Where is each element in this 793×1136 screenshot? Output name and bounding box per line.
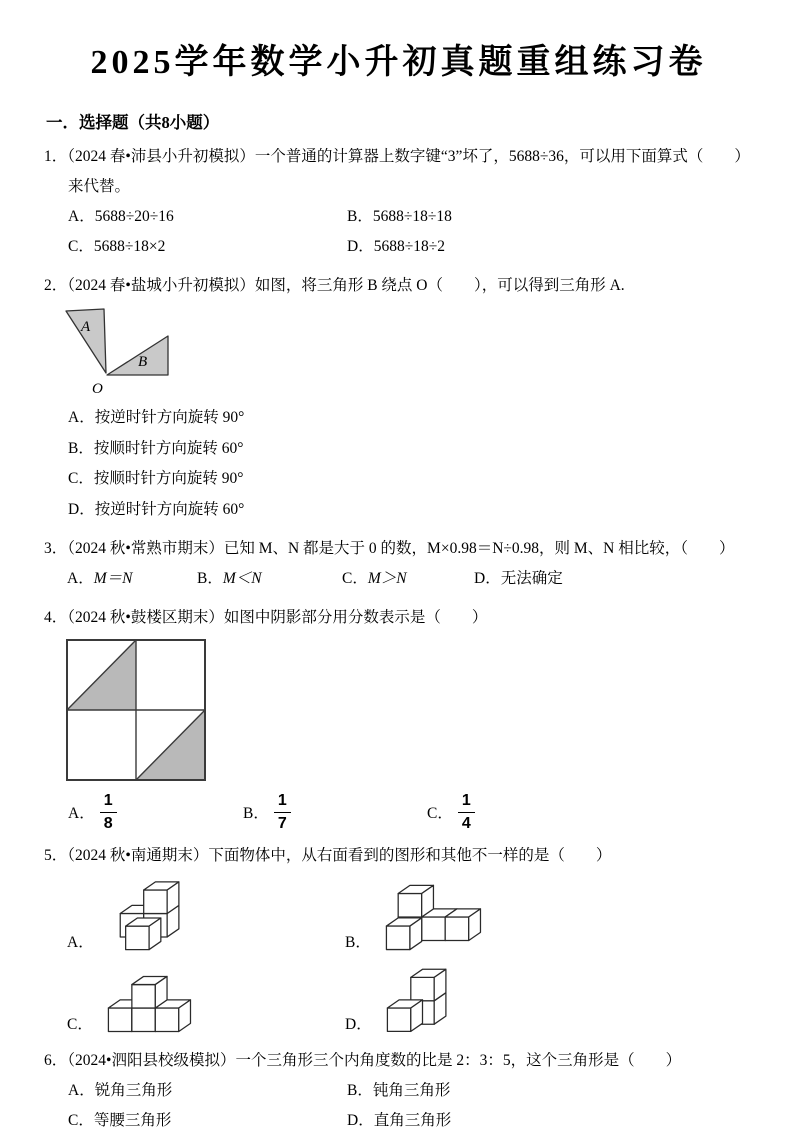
- option-letter: A．: [68, 805, 95, 823]
- question-2-option-c: [68, 464, 753, 495]
- option-text: 5688÷20÷16: [94, 208, 174, 225]
- question-6-option-c: [68, 1106, 347, 1136]
- question-3-options: [67, 564, 753, 594]
- option-text: 5688÷18÷18: [372, 208, 452, 225]
- option-letter: A．: [68, 1082, 95, 1100]
- triangle-b-label: B: [138, 354, 148, 370]
- question-6-option-a: [68, 1076, 347, 1106]
- question-1-stem: [44, 142, 753, 202]
- option-letter: C．: [427, 805, 453, 823]
- fraction-denominator: 7: [277, 814, 287, 832]
- question-1-number: 1．: [44, 148, 68, 165]
- question-2-option-a: [68, 403, 753, 434]
- fraction-denominator: 4: [461, 814, 471, 832]
- question-5-stem: [44, 841, 753, 871]
- question-3-option-d: [474, 564, 563, 594]
- option-text: 按顺时针方向旋转 90°: [93, 470, 244, 487]
- question-5-text: （2024 秋•南通期末）下面物体中，从右面看到的图形和其他不一样的是（ ）: [67, 847, 612, 865]
- question-3-option-a: [67, 564, 197, 594]
- question-6-stem: [44, 1046, 753, 1076]
- rotation-point-o-label: O: [92, 381, 103, 397]
- question-4-option-c: [427, 792, 475, 832]
- fraction-numerator: 1: [458, 792, 475, 813]
- option-text: M＝N: [93, 570, 133, 587]
- fraction-one-seventh: [274, 792, 291, 832]
- option-letter: C．: [68, 470, 94, 487]
- option-text: 5688÷18÷2: [373, 238, 445, 255]
- question-5: [44, 841, 753, 1037]
- option-letter: C．: [342, 570, 368, 587]
- question-5-option-a: [67, 879, 345, 955]
- question-5-options: [67, 879, 753, 1037]
- question-5-option-b: [345, 879, 753, 955]
- option-text: M＜N: [222, 570, 262, 587]
- question-4-option-b: [243, 792, 427, 832]
- question-2: [44, 271, 753, 525]
- page-title: 2025学年数学小升初真题重组练习卷: [90, 44, 707, 81]
- option-letter: A．: [67, 933, 94, 951]
- question-6-number: 6．: [44, 1052, 68, 1070]
- question-3-text: （2024 秋•常熟市期末）已知 M、N 都是大于 0 的数，M×0.98＝N÷0.98，则 M、N 相比较，（ ）: [67, 540, 735, 557]
- option-text: 按逆时针方向旋转 60°: [94, 500, 245, 518]
- question-1-option-b: [347, 202, 753, 232]
- option-letter: C．: [67, 1015, 93, 1033]
- option-letter: D．: [68, 500, 95, 518]
- question-3-option-c: [342, 564, 474, 594]
- question-5-number: 5．: [44, 847, 68, 865]
- question-2-option-b: [68, 434, 753, 465]
- question-5-option-d: [345, 961, 753, 1037]
- fraction-denominator: 8: [103, 814, 113, 832]
- question-6-options: [68, 1076, 753, 1136]
- question-2-figure: [56, 303, 753, 403]
- question-4-stem: [44, 603, 753, 633]
- triangle-a-label: A: [81, 319, 91, 335]
- question-2-stem: [44, 271, 753, 301]
- option-text: 按逆时针方向旋转 90°: [94, 409, 245, 426]
- fraction-one-eighth: [100, 792, 117, 832]
- fraction-one-quarter: [458, 792, 475, 832]
- option-letter: B．: [347, 1082, 373, 1100]
- question-5-option-c: [67, 961, 345, 1037]
- question-3-stem: [44, 534, 753, 564]
- option-text: 无法确定: [500, 570, 563, 587]
- question-6-text: （2024•泗阳县校级模拟）一个三角形三个内角度数的比是 2：3：5，这个三角形是（ ）: [67, 1052, 682, 1070]
- question-1: [44, 142, 753, 262]
- option-letter: D．: [347, 238, 374, 255]
- option-letter: B．: [243, 805, 269, 823]
- fraction-numerator: 1: [274, 792, 291, 813]
- question-1-options: [68, 202, 753, 262]
- option-letter: D．: [474, 570, 501, 587]
- option-letter: D．: [347, 1112, 374, 1130]
- cube-stack-figure-d: [382, 961, 454, 1037]
- question-1-option-c: [68, 232, 347, 262]
- cube-stack-figure-c: [103, 961, 195, 1037]
- section-heading: 一．选择题（共8小题）: [46, 113, 220, 132]
- question-2-number: 2．: [44, 277, 68, 294]
- option-text: 直角三角形: [373, 1112, 452, 1130]
- question-2-options: [68, 403, 753, 525]
- option-letter: B．: [347, 208, 373, 225]
- question-4-options: [68, 792, 753, 832]
- question-1-option-a: [68, 202, 347, 232]
- question-4-number: 4．: [44, 609, 68, 626]
- question-2-text: （2024 春•盐城小升初模拟）如图，将三角形 B 绕点 O（ ），可以得到三角形 A.: [67, 277, 625, 294]
- option-text: 按顺时针方向旋转 60°: [93, 439, 244, 457]
- option-letter: C．: [68, 1112, 94, 1130]
- rotation-triangles-figure: [56, 303, 206, 403]
- option-letter: C．: [68, 238, 94, 255]
- question-2-option-d: [68, 495, 753, 526]
- option-letter: A．: [67, 570, 94, 587]
- question-3-number: 3．: [44, 540, 68, 557]
- cube-stack-figure-a: [104, 881, 187, 955]
- question-6-option-d: [347, 1106, 753, 1136]
- option-letter: A．: [68, 409, 95, 426]
- shaded-fraction-grid-figure: [65, 638, 209, 784]
- option-letter: B．: [197, 570, 223, 587]
- question-1-text: （2024 春•沛县小升初模拟）一个普通的计算器上数字键“3”坏了，5688÷36，可以用下面算式（ ）来代替。: [67, 148, 750, 195]
- cube-stack-figure-b: [381, 879, 485, 955]
- option-text: M＞N: [367, 570, 407, 587]
- question-6: [44, 1046, 753, 1136]
- question-4-option-a: [68, 792, 243, 832]
- question-3-option-b: [197, 564, 342, 594]
- option-text: 钝角三角形: [372, 1082, 451, 1100]
- question-1-option-d: [347, 232, 753, 262]
- option-letter: B．: [68, 439, 94, 457]
- question-4: [44, 603, 753, 832]
- question-4-figure: [65, 638, 753, 784]
- question-4-text: （2024 秋•鼓楼区期末）如图中阴影部分用分数表示是（ ）: [67, 609, 488, 626]
- option-letter: B．: [345, 933, 371, 951]
- option-text: 锐角三角形: [94, 1082, 173, 1100]
- fraction-numerator: 1: [100, 792, 117, 813]
- question-3: [44, 534, 753, 594]
- question-6-option-b: [347, 1076, 753, 1106]
- option-letter: A．: [68, 208, 95, 225]
- option-text: 等腰三角形: [93, 1112, 172, 1130]
- option-letter: D．: [345, 1015, 372, 1033]
- option-text: 5688÷18×2: [93, 238, 166, 255]
